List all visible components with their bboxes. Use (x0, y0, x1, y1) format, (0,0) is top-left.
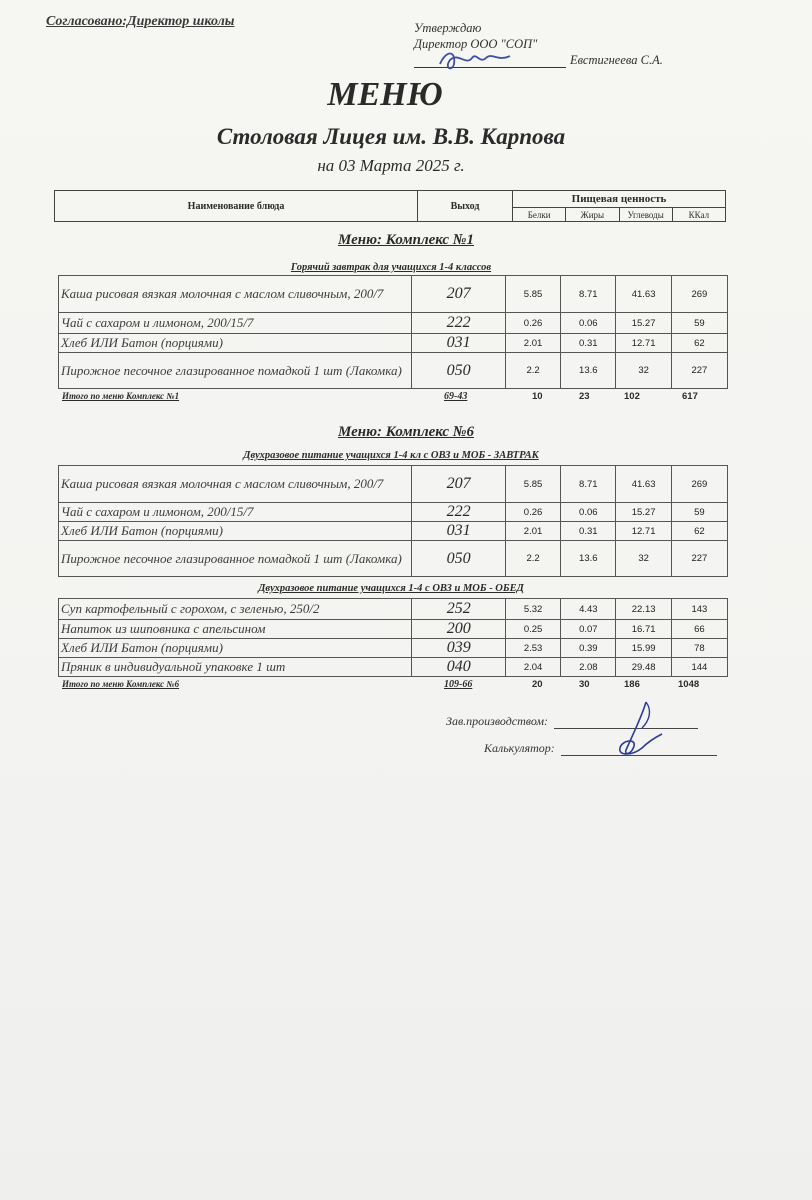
dish-protein: 2.01 (505, 334, 560, 353)
dish-kcal: 144 (671, 658, 727, 677)
dish-name: Хлеб ИЛИ Батон (порциями) (59, 639, 412, 658)
total-fat: 30 (579, 679, 590, 690)
dish-carbs: 32 (616, 353, 671, 389)
table-row (59, 541, 728, 577)
dish-carbs: 12.71 (616, 522, 671, 541)
director-signature (436, 46, 516, 74)
total-label: Итого по меню Комплекс №1 (62, 391, 180, 401)
menu-date: на 03 Марта 2025 г. (317, 156, 465, 175)
dish-carbs: 15.27 (616, 313, 671, 334)
dish-carbs: 12.71 (616, 334, 671, 353)
dish-name: Суп картофельный с горохом, с зеленью, 250/2 (59, 599, 412, 620)
header-col-fat: Жиры (566, 208, 619, 222)
table-row (59, 639, 728, 658)
dish-kcal: 62 (671, 522, 727, 541)
dish-output: 031 (412, 522, 506, 541)
dish-protein: 2.2 (505, 541, 560, 577)
dish-carbs: 16.71 (616, 620, 671, 639)
page-subtitle: Столовая Лицея им. В.В. Карпова (216, 124, 566, 149)
dish-fat: 8.71 (561, 466, 616, 503)
dish-kcal: 66 (671, 620, 727, 639)
dish-protein: 2.01 (505, 522, 560, 541)
total-protein: 20 (532, 679, 543, 690)
dish-name: Пирожное песочное глазированное помадкой 1 шт (Лакомка) (59, 353, 412, 389)
complex6-breakfast-subtitle: Двухразовое питание учащихся 1-4 кл с ОВЗ и МОБ - ЗАВТРАК (243, 450, 539, 461)
dish-carbs: 15.27 (616, 503, 671, 522)
dish-fat: 13.6 (561, 541, 616, 577)
calculator-signature-row (484, 741, 717, 756)
table-row (59, 276, 728, 313)
header-nutrition-title: Пищевая ценность (513, 191, 725, 208)
total-protein: 10 (532, 391, 543, 402)
approval-left: Согласовано:Директор школы (46, 14, 235, 29)
dish-protein: 0.26 (505, 503, 560, 522)
total-kcal: 617 (682, 391, 698, 402)
dish-output: 207 (412, 466, 506, 503)
dish-carbs: 29.48 (616, 658, 671, 677)
dish-protein: 2.53 (505, 639, 560, 658)
table-row (59, 353, 728, 389)
page-title: МЕНЮ (327, 76, 443, 113)
dish-output: 039 (412, 639, 506, 658)
header-col-kcal: ККал (688, 210, 710, 220)
calculator-label: Калькулятор: (484, 741, 555, 755)
table-header (54, 190, 726, 222)
dish-fat: 0.39 (561, 639, 616, 658)
total-kcal: 1048 (678, 679, 700, 690)
dish-carbs: 41.63 (616, 466, 671, 503)
dish-fat: 4.43 (561, 599, 616, 620)
dish-kcal: 62 (671, 334, 727, 353)
complex6-breakfast-table (58, 465, 728, 577)
total-output: 69-43 (444, 391, 468, 402)
dish-fat: 8.71 (561, 276, 616, 313)
dish-name: Каша рисовая вязкая молочная с маслом сливочным, 200/7 (59, 276, 412, 313)
dish-protein: 5.85 (505, 466, 560, 503)
dish-kcal: 227 (671, 541, 727, 577)
dish-kcal: 59 (671, 313, 727, 334)
dish-output: 050 (412, 541, 506, 577)
complex1-subtitle: Горячий завтрак для учащихся 1-4 классов (290, 262, 492, 273)
dish-fat: 0.06 (561, 313, 616, 334)
dish-protein: 0.26 (505, 313, 560, 334)
dish-fat: 0.31 (561, 522, 616, 541)
dish-name: Чай с сахаром и лимоном, 200/15/7 (59, 503, 412, 522)
complex6-lunch-table (58, 598, 728, 677)
production-label: Зав.производством: (446, 714, 549, 728)
table-row (59, 599, 728, 620)
dish-carbs: 32 (616, 541, 671, 577)
dish-protein: 2.2 (505, 353, 560, 389)
table-row (59, 466, 728, 503)
dish-output: 222 (412, 503, 506, 522)
table-row (59, 334, 728, 353)
dish-name: Напиток из шиповника с апельсином (59, 620, 412, 639)
dish-output: 031 (412, 334, 506, 353)
table-row (59, 503, 728, 522)
dish-output: 200 (412, 620, 506, 639)
header-nutrition (513, 191, 725, 221)
dish-name: Пирожное песочное глазированное помадкой 1 шт (Лакомка) (59, 541, 412, 577)
table-row (59, 620, 728, 639)
dish-kcal: 269 (671, 276, 727, 313)
table-row (59, 658, 728, 677)
table-row (59, 313, 728, 334)
dish-protein: 2.04 (505, 658, 560, 677)
dish-fat: 2.08 (561, 658, 616, 677)
total-output: 109-66 (444, 679, 473, 690)
approve-name: Евстигнеева С.А. (570, 53, 663, 67)
total-carbs: 102 (624, 391, 640, 402)
dish-carbs: 15.99 (616, 639, 671, 658)
dish-name: Хлеб ИЛИ Батон (порциями) (59, 334, 412, 353)
dish-protein: 0.25 (505, 620, 560, 639)
dish-fat: 0.06 (561, 503, 616, 522)
dish-fat: 13.6 (561, 353, 616, 389)
dish-kcal: 59 (671, 503, 727, 522)
dish-output: 252 (412, 599, 506, 620)
dish-kcal: 269 (671, 466, 727, 503)
dish-carbs: 22.13 (616, 599, 671, 620)
dish-output: 050 (412, 353, 506, 389)
table-row (59, 522, 728, 541)
approve-position: Директор ООО "СОП" (414, 37, 538, 51)
complex1-table (58, 275, 728, 389)
complex6-title: Меню: Комплекс №6 (338, 424, 474, 440)
approve-word: Утверждаю (414, 21, 482, 35)
dish-fat: 0.31 (561, 334, 616, 353)
dish-output: 207 (412, 276, 506, 313)
dish-output: 222 (412, 313, 506, 334)
complex6-lunch-subtitle: Двухразовое питание учащихся 1-4 с ОВЗ и МОБ - ОБЕД (258, 583, 524, 594)
dish-carbs: 41.63 (616, 276, 671, 313)
dish-name: Каша рисовая вязкая молочная с маслом сливочным, 200/7 (59, 466, 412, 503)
header-col-carbs: Углеводы (620, 208, 673, 222)
dish-name: Чай с сахаром и лимоном, 200/15/7 (59, 313, 412, 334)
header-name: Наименование блюда (55, 191, 418, 221)
total-label: Итого по меню Комплекс №6 (62, 679, 180, 689)
dish-name: Пряник в индивидуальной упаковке 1 шт (59, 658, 412, 677)
dish-kcal: 78 (671, 639, 727, 658)
calculator-signature (612, 698, 666, 760)
header-col-protein: Белки (513, 208, 566, 222)
complex1-title: Меню: Комплекс №1 (338, 232, 474, 248)
dish-name: Хлеб ИЛИ Батон (порциями) (59, 522, 412, 541)
total-fat: 23 (579, 391, 590, 402)
dish-fat: 0.07 (561, 620, 616, 639)
total-carbs: 186 (624, 679, 640, 690)
dish-output: 040 (412, 658, 506, 677)
header-output: Выход (418, 191, 513, 221)
dish-kcal: 227 (671, 353, 727, 389)
dish-protein: 5.85 (505, 276, 560, 313)
dish-protein: 5.32 (505, 599, 560, 620)
dish-kcal: 143 (671, 599, 727, 620)
